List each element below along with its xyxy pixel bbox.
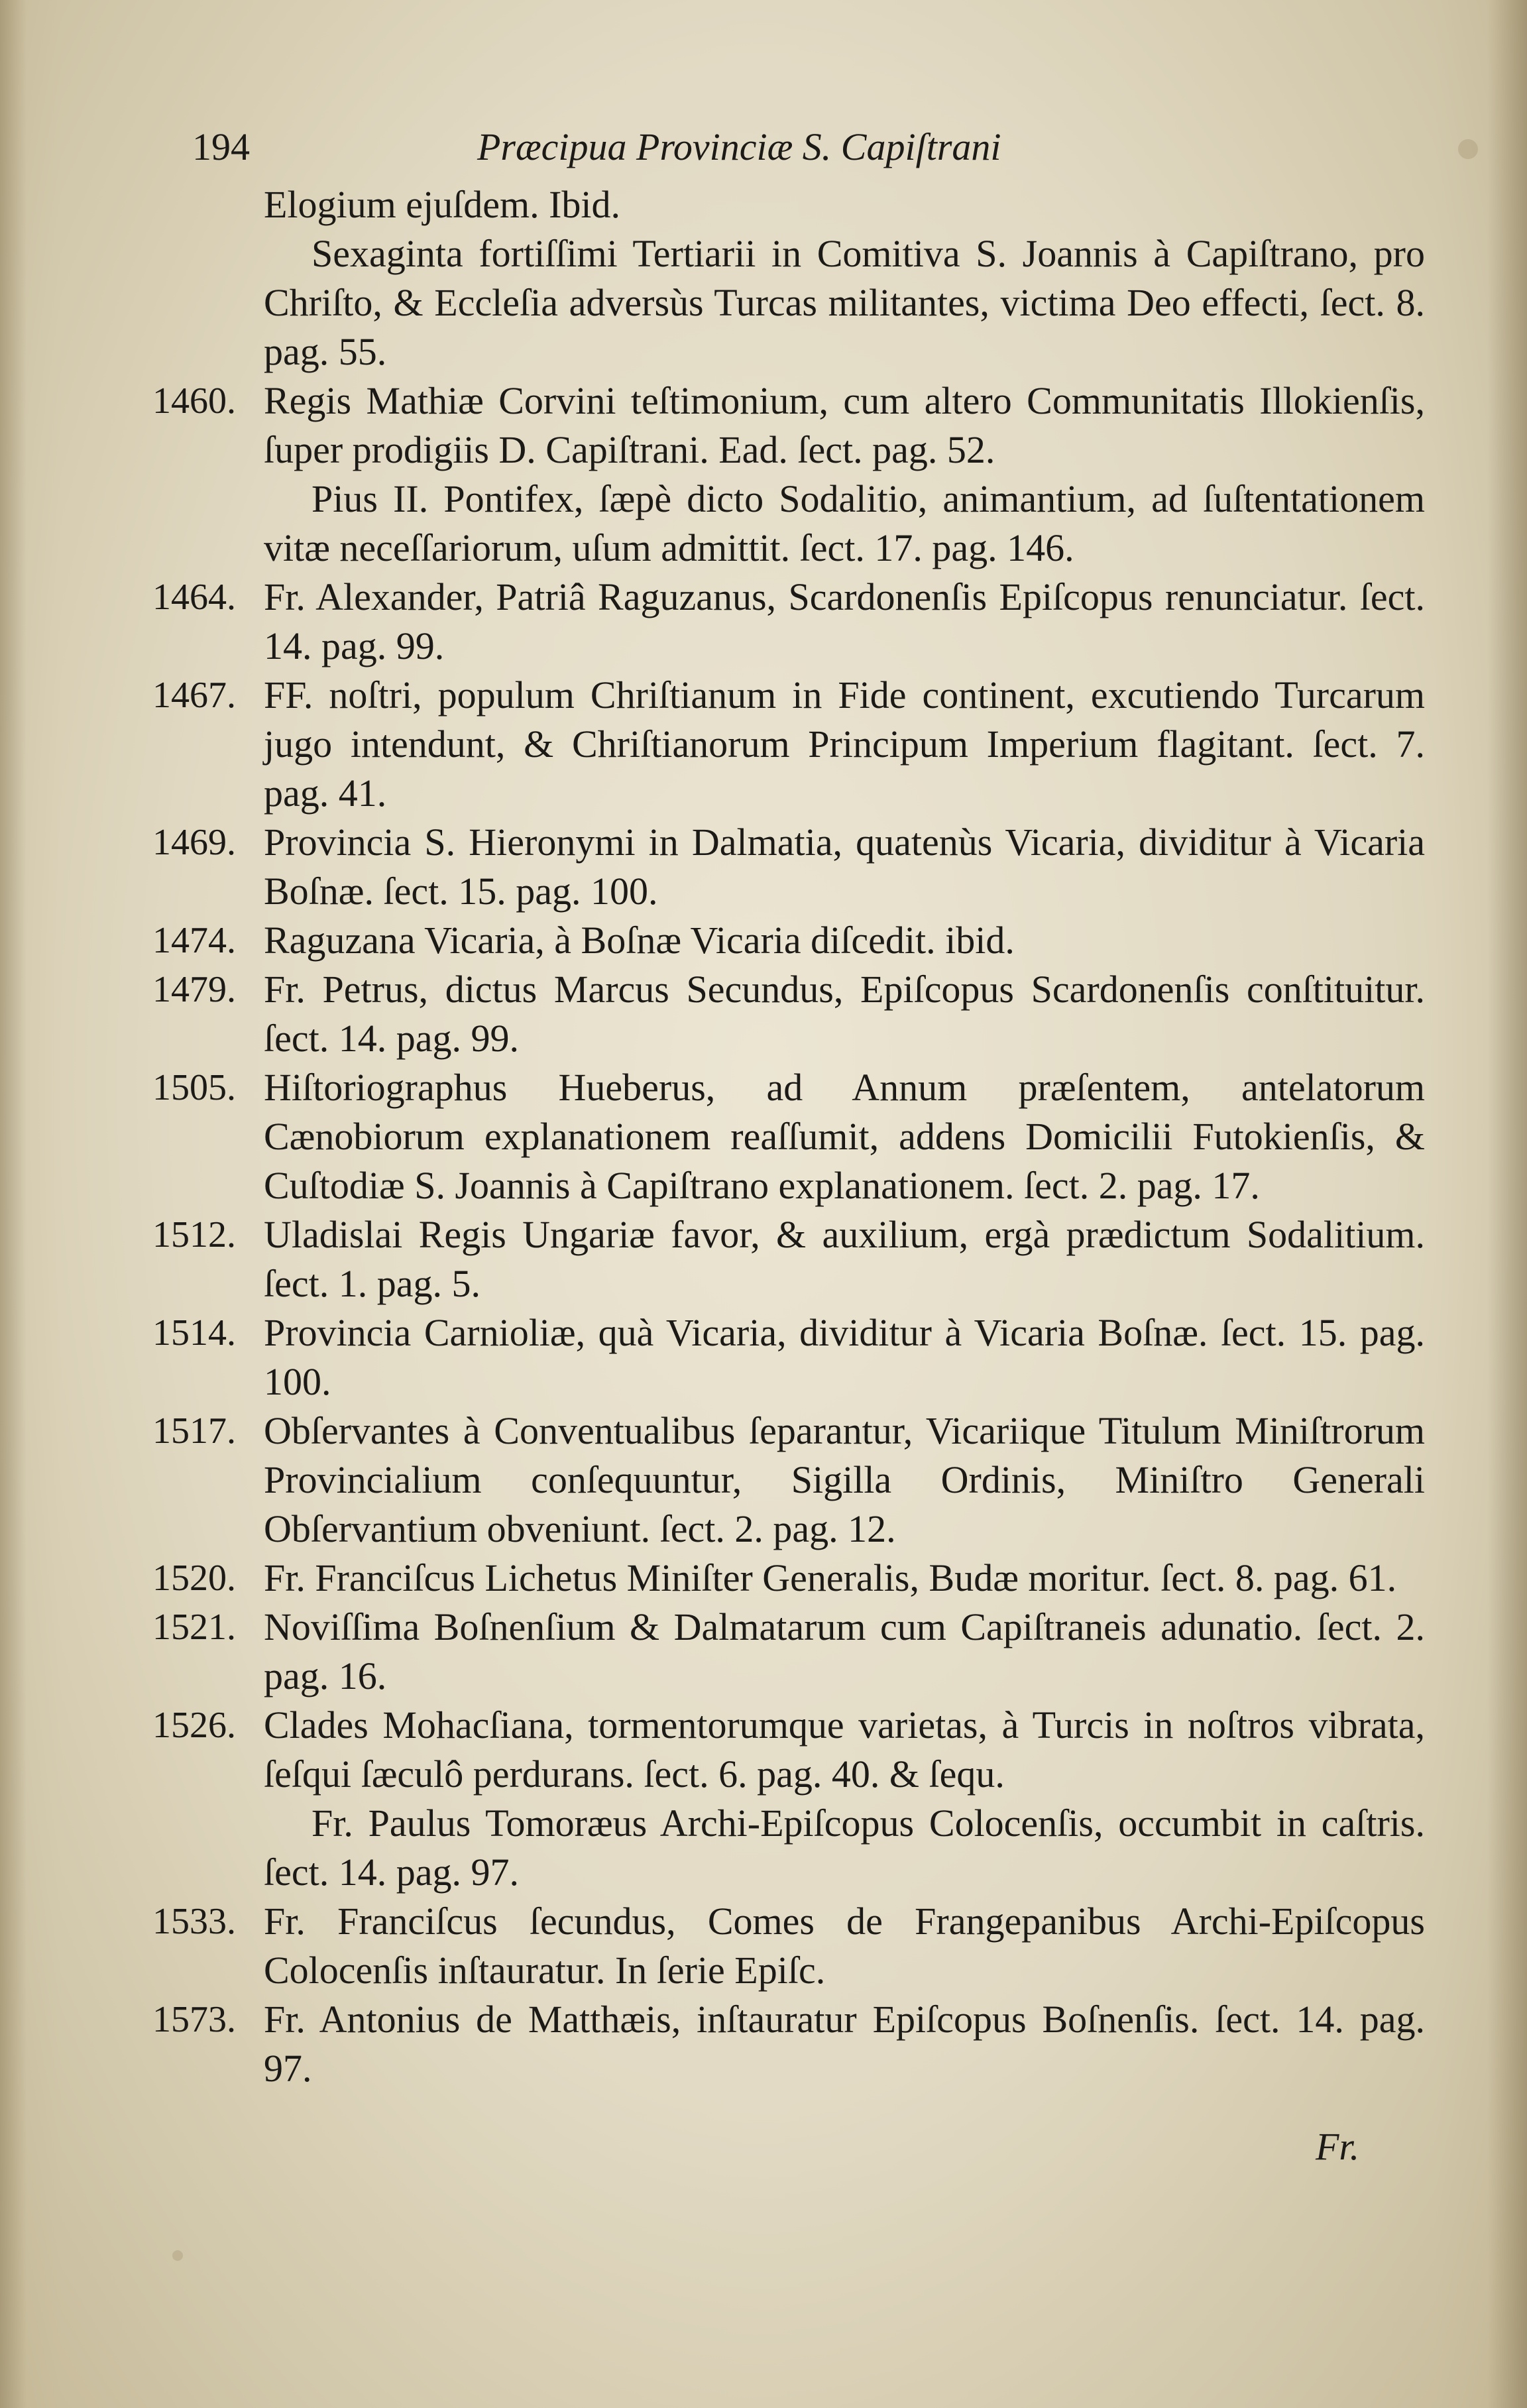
- entry-text: Obſervantes à Conventualibus ſeparantur, Vicariique Titulum Miniſtrorum Provincialium conſequuntur, Sigilla Ordinis, Miniſtro Generali Obſervantium obveniunt. ſect. 2. pag. 12.: [264, 1409, 1425, 1550]
- chronology-entry: [152, 1995, 1425, 2093]
- chronology-entry: [152, 1063, 1425, 1210]
- entry-year: 1505.: [152, 1067, 236, 1108]
- entry-text: Regis Mathiæ Corvini teſtimonium, cum altero Communitatis Illokienſis, ſuper prodigiis D. Capiſtrani. Ead. ſect. pag. 52.: [264, 379, 1425, 471]
- entry-year: 1514.: [152, 1312, 236, 1353]
- entry-text: Sexaginta fortiſſimi Tertiarii in Comitiva S. Joannis à Capiſtrano, pro Chriſto, & Eccleſia adversùs Turcas militantes, victima Deo effecti, ſect. 8. pag. 55.: [264, 232, 1425, 373]
- chronology-entries: [152, 180, 1425, 2093]
- chronology-entry: [152, 1406, 1425, 1554]
- chronology-entry: [152, 818, 1425, 916]
- entry-text: Raguzana Vicaria, à Boſnæ Vicaria diſcedit. ibid.: [264, 919, 1015, 962]
- entry-year: 1512.: [152, 1214, 236, 1255]
- chronology-entry: [152, 573, 1425, 671]
- entry-year: 1573.: [152, 1999, 236, 2040]
- entry-year: 1521.: [152, 1607, 236, 1648]
- entry-year: 1464.: [152, 577, 236, 618]
- entry-text: Fr. Franciſcus ſecundus, Comes de Frangepanibus Archi-Epiſcopus Colocenſis inſtauratur. In ſerie Epiſc.: [264, 1900, 1425, 1992]
- chronology-entry: [152, 1210, 1425, 1308]
- entry-text: Provincia S. Hieronymi in Dalmatia, quatenùs Vicaria, dividitur à Vicaria Boſnæ. ſect. 15. pag. 100.: [264, 821, 1425, 913]
- entry-text: Elogium ejuſdem. Ibid.: [264, 183, 621, 226]
- chronology-entry: [152, 1603, 1425, 1701]
- chronology-entry: [152, 229, 1425, 376]
- entry-text: Fr. Antonius de Matthæis, inſtauratur Epiſcopus Boſnenſis. ſect. 14. pag. 97.: [264, 1998, 1425, 2090]
- entry-text: Uladislai Regis Ungariæ favor, & auxilium, ergà prædictum Sodalitium. ſect. 1. pag. 5.: [264, 1213, 1425, 1305]
- chronology-entry: [152, 1308, 1425, 1406]
- entry-text: Clades Mohacſiana, tormentorumque varietas, à Turcis in noſtros vibrata, ſeſqui ſæculô perdurans. ſect. 6. pag. 40. & ſequ.: [264, 1703, 1425, 1796]
- entry-text: FF. noſtri, populum Chriſtianum in Fide continent, excutiendo Turcarum jugo intendunt, & Chriſtianorum Principum Imperium flagitant. ſect. 7. pag. 41.: [264, 673, 1425, 815]
- page-shadow-right: [1487, 0, 1527, 2408]
- running-title: Præcipua Provinciæ S. Capiſtrani: [477, 125, 1001, 168]
- entry-year: 1526.: [152, 1705, 236, 1746]
- paper-stain: [1458, 139, 1478, 159]
- chronology-entry: [152, 671, 1425, 818]
- chronology-entry: [152, 916, 1425, 965]
- entry-text: Fr. Franciſcus Lichetus Miniſter Generalis, Budæ moritur. ſect. 8. pag. 61.: [264, 1556, 1397, 1599]
- catchword: Fr.: [1316, 2125, 1360, 2168]
- entry-text: Noviſſima Boſnenſium & Dalmatarum cum Capiſtraneis adunatio. ſect. 2. pag. 16.: [264, 1605, 1425, 1697]
- chronology-entry: [152, 1701, 1425, 1799]
- chronology-entry: [152, 1554, 1425, 1603]
- paper-stain: [172, 2250, 183, 2261]
- running-head: [192, 125, 1133, 178]
- entry-year: 1520.: [152, 1558, 236, 1599]
- chronology-entry: [152, 1897, 1425, 1995]
- chronology-entry: [152, 475, 1425, 573]
- entry-text: Pius II. Pontifex, ſæpè dicto Sodalitio, animantium, ad ſuſtentationem vitæ neceſſariorum, uſum admittit. ſect. 17. pag. 146.: [264, 477, 1425, 569]
- entry-year: 1474.: [152, 920, 236, 961]
- entry-year: 1533.: [152, 1901, 236, 1942]
- entry-year: 1469.: [152, 822, 236, 863]
- entry-text: Hiſtoriographus Hueberus, ad Annum præſentem, antelatorum Cænobiorum explanationem reaſſumit, addens Domicilii Futokienſis, & Cuſtodiæ S. Joannis à Capiſtrano explanationem. ſect. 2. pag. 17.: [264, 1066, 1425, 1207]
- entry-year: 1460.: [152, 380, 236, 422]
- entry-text: Fr. Paulus Tomoræus Archi-Epiſcopus Colocenſis, occumbit in caſtris. ſect. 14. pag. 97.: [264, 1802, 1425, 1894]
- chronology-entry: [152, 965, 1425, 1063]
- entry-text: Provincia Carnioliæ, quà Vicaria, dividitur à Vicaria Boſnæ. ſect. 15. pag. 100.: [264, 1311, 1425, 1403]
- entry-year: 1479.: [152, 969, 236, 1010]
- page-shadow-left: [0, 0, 27, 2408]
- chronology-entry: [152, 180, 1425, 229]
- entry-year: 1517.: [152, 1410, 236, 1452]
- entry-year: 1467.: [152, 675, 236, 716]
- entry-text: Fr. Petrus, dictus Marcus Secundus, Epiſcopus Scardonenſis conſtituitur. ſect. 14. pag. 99.: [264, 968, 1425, 1060]
- chronology-entry: [152, 1799, 1425, 1897]
- entry-text: Fr. Alexander, Patriâ Raguzanus, Scardonenſis Epiſcopus renunciatur. ſect. 14. pag. 99.: [264, 575, 1425, 667]
- page-number: 194: [192, 125, 250, 168]
- chronology-entry: [152, 376, 1425, 475]
